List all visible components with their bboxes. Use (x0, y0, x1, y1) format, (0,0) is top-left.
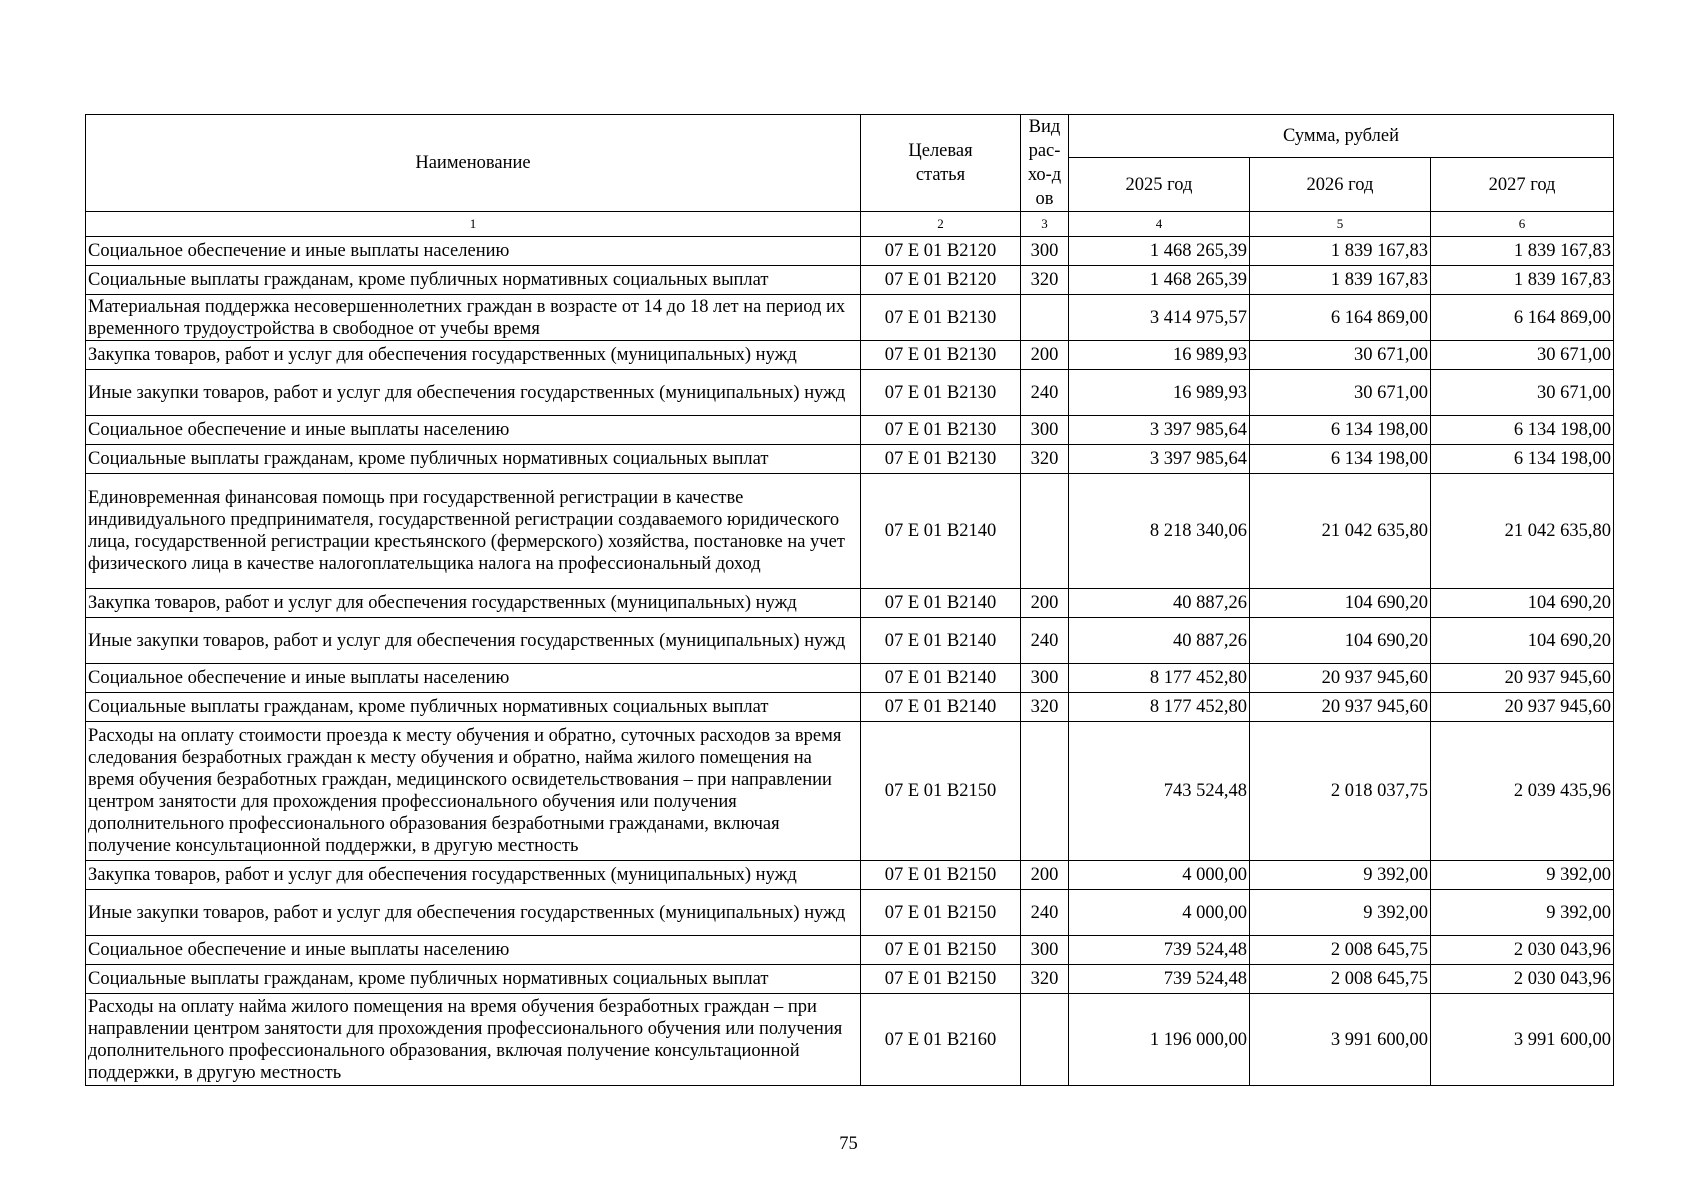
row-sum-2027: 104 690,20 (1431, 589, 1614, 618)
row-sum-2025: 40 887,26 (1069, 618, 1250, 664)
row-expense-type: 200 (1021, 341, 1069, 370)
row-name: Социальные выплаты гражданам, кроме публичных нормативных социальных выплат (86, 445, 861, 474)
row-name: Социальное обеспечение и иные выплаты населению (86, 416, 861, 445)
row-sum-2025: 3 414 975,57 (1069, 295, 1250, 341)
row-name: Расходы на оплату стоимости проезда к месту обучения и обратно, суточных расходов за время следования безработных граждан к месту обучения и обратно, найма жилого помещения на время обучения безработных граждан, медицинского освидетельствования – при направлении центром занятости для прохождения профессионального обучения или получения дополнительного профессионального образования безработными гражданами, включая получение консультационной поддержки, в другую местность (86, 722, 861, 861)
row-expense-type: 320 (1021, 693, 1069, 722)
row-name: Социальные выплаты гражданам, кроме публичных нормативных социальных выплат (86, 266, 861, 295)
row-name: Социальное обеспечение и иные выплаты населению (86, 936, 861, 965)
table-row (86, 474, 1614, 589)
row-sum-2025: 8 177 452,80 (1069, 664, 1250, 693)
row-name: Социальные выплаты гражданам, кроме публичных нормативных социальных выплат (86, 965, 861, 994)
row-sum-2025: 16 989,93 (1069, 370, 1250, 416)
row-sum-2026: 6 164 869,00 (1250, 295, 1431, 341)
table-row (86, 965, 1614, 994)
table-row (86, 445, 1614, 474)
row-expense-type (1021, 295, 1069, 341)
column-number-1: 1 (86, 212, 861, 237)
row-target-article: 07 Е 01 В2130 (861, 341, 1021, 370)
table-row (86, 936, 1614, 965)
row-expense-type: 300 (1021, 936, 1069, 965)
row-target-article: 07 Е 01 В2120 (861, 266, 1021, 295)
header-year-2026: 2026 год (1250, 158, 1431, 212)
table-row (86, 618, 1614, 664)
row-expense-type: 240 (1021, 890, 1069, 936)
column-number-3: 3 (1021, 212, 1069, 237)
row-target-article: 07 Е 01 В2140 (861, 693, 1021, 722)
row-sum-2027: 20 937 945,60 (1431, 693, 1614, 722)
row-name: Материальная поддержка несовершеннолетних граждан в возрасте от 14 до 18 лет на период их временного трудоустройства в свободное от учебы время (86, 295, 861, 341)
row-name: Иные закупки товаров, работ и услуг для обеспечения государственных (муниципальных) нужд (86, 618, 861, 664)
row-sum-2026: 9 392,00 (1250, 861, 1431, 890)
table-row (86, 295, 1614, 341)
row-name: Расходы на оплату найма жилого помещения на время обучения безработных граждан – при направлении центром занятости для прохождения профессионального обучения или получения дополнительного профессионального образования, включая получение консультационной поддержки, в другую местность (86, 994, 861, 1086)
table-row (86, 861, 1614, 890)
table-row (86, 890, 1614, 936)
header-target-article (861, 115, 1021, 212)
column-number-4: 4 (1069, 212, 1250, 237)
row-target-article: 07 Е 01 В2130 (861, 295, 1021, 341)
table-row (86, 994, 1614, 1086)
row-sum-2026: 30 671,00 (1250, 370, 1431, 416)
row-expense-type: 300 (1021, 416, 1069, 445)
row-sum-2026: 2 018 037,75 (1250, 722, 1431, 861)
row-sum-2026: 104 690,20 (1250, 589, 1431, 618)
row-sum-2027: 30 671,00 (1431, 341, 1614, 370)
row-sum-2027: 2 030 043,96 (1431, 965, 1614, 994)
row-name: Иные закупки товаров, работ и услуг для обеспечения государственных (муниципальных) нужд (86, 890, 861, 936)
row-target-article: 07 Е 01 В2150 (861, 936, 1021, 965)
row-name: Единовременная финансовая помощь при государственной регистрации в качестве индивидуального предпринимателя, государственной регистрации создаваемого юридического лица, государственной регистрации крестьянского (фермерского) хозяйства, постановке на учет физического лица в качестве налогоплательщика налога на профессиональный доход (86, 474, 861, 589)
header-expense-type (1021, 115, 1069, 212)
table-row (86, 370, 1614, 416)
row-sum-2026: 2 008 645,75 (1250, 936, 1431, 965)
row-target-article: 07 Е 01 В2130 (861, 370, 1021, 416)
row-name: Социальные выплаты гражданам, кроме публичных нормативных социальных выплат (86, 693, 861, 722)
table-row (86, 722, 1614, 861)
row-sum-2026: 9 392,00 (1250, 890, 1431, 936)
table-row (86, 693, 1614, 722)
row-expense-type: 320 (1021, 266, 1069, 295)
column-number-5: 5 (1250, 212, 1431, 237)
row-sum-2025: 4 000,00 (1069, 890, 1250, 936)
row-target-article: 07 Е 01 В2150 (861, 965, 1021, 994)
row-expense-type (1021, 994, 1069, 1086)
row-sum-2025: 8 218 340,06 (1069, 474, 1250, 589)
header-sum: Сумма, рублей (1069, 115, 1614, 158)
table-row (86, 664, 1614, 693)
row-expense-type: 240 (1021, 618, 1069, 664)
row-name: Закупка товаров, работ и услуг для обеспечения государственных (муниципальных) нужд (86, 341, 861, 370)
page-number: 75 (839, 1134, 858, 1154)
row-expense-type: 320 (1021, 445, 1069, 474)
row-sum-2026: 1 839 167,83 (1250, 237, 1431, 266)
row-sum-2026: 21 042 635,80 (1250, 474, 1431, 589)
row-target-article: 07 Е 01 В2150 (861, 861, 1021, 890)
row-name: Закупка товаров, работ и услуг для обеспечения государственных (муниципальных) нужд (86, 589, 861, 618)
row-name: Закупка товаров, работ и услуг для обеспечения государственных (муниципальных) нужд (86, 861, 861, 890)
row-sum-2027: 104 690,20 (1431, 618, 1614, 664)
row-sum-2027: 6 134 198,00 (1431, 445, 1614, 474)
row-sum-2027: 20 937 945,60 (1431, 664, 1614, 693)
row-target-article: 07 Е 01 В2160 (861, 994, 1021, 1086)
row-sum-2026: 104 690,20 (1250, 618, 1431, 664)
row-sum-2026: 30 671,00 (1250, 341, 1431, 370)
table-row (86, 237, 1614, 266)
column-number-6: 6 (1431, 212, 1614, 237)
row-sum-2027: 9 392,00 (1431, 890, 1614, 936)
row-sum-2026: 6 134 198,00 (1250, 445, 1431, 474)
row-target-article: 07 Е 01 В2130 (861, 416, 1021, 445)
row-expense-type (1021, 722, 1069, 861)
column-number-2: 2 (861, 212, 1021, 237)
row-target-article: 07 Е 01 В2140 (861, 474, 1021, 589)
row-sum-2026: 2 008 645,75 (1250, 965, 1431, 994)
row-sum-2026: 1 839 167,83 (1250, 266, 1431, 295)
row-sum-2025: 743 524,48 (1069, 722, 1250, 861)
row-target-article: 07 Е 01 В2140 (861, 589, 1021, 618)
row-sum-2027: 6 134 198,00 (1431, 416, 1614, 445)
row-sum-2026: 6 134 198,00 (1250, 416, 1431, 445)
header-year-2027: 2027 год (1431, 158, 1614, 212)
row-sum-2025: 3 397 985,64 (1069, 445, 1250, 474)
row-sum-2025: 1 468 265,39 (1069, 237, 1250, 266)
row-target-article: 07 Е 01 В2120 (861, 237, 1021, 266)
row-sum-2025: 8 177 452,80 (1069, 693, 1250, 722)
row-target-article: 07 Е 01 В2140 (861, 664, 1021, 693)
row-expense-type: 200 (1021, 861, 1069, 890)
row-sum-2025: 739 524,48 (1069, 965, 1250, 994)
row-sum-2027: 21 042 635,80 (1431, 474, 1614, 589)
row-target-article: 07 Е 01 В2150 (861, 890, 1021, 936)
row-name: Иные закупки товаров, работ и услуг для обеспечения государственных (муниципальных) нужд (86, 370, 861, 416)
row-expense-type: 300 (1021, 237, 1069, 266)
row-sum-2026: 20 937 945,60 (1250, 693, 1431, 722)
row-expense-type: 320 (1021, 965, 1069, 994)
row-target-article: 07 Е 01 В2130 (861, 445, 1021, 474)
table-row (86, 341, 1614, 370)
row-sum-2027: 30 671,00 (1431, 370, 1614, 416)
row-target-article: 07 Е 01 В2140 (861, 618, 1021, 664)
row-sum-2027: 2 030 043,96 (1431, 936, 1614, 965)
table-row (86, 266, 1614, 295)
table-row (86, 416, 1614, 445)
table-row (86, 589, 1614, 618)
row-sum-2027: 9 392,00 (1431, 861, 1614, 890)
row-sum-2026: 3 991 600,00 (1250, 994, 1431, 1086)
table-body (86, 237, 1614, 1086)
header-year-2025: 2025 год (1069, 158, 1250, 212)
row-sum-2027: 1 839 167,83 (1431, 266, 1614, 295)
row-expense-type (1021, 474, 1069, 589)
budget-table (85, 114, 1614, 1086)
row-sum-2025: 1 468 265,39 (1069, 266, 1250, 295)
row-sum-2027: 1 839 167,83 (1431, 237, 1614, 266)
header-target-article-text: Целевая статья (908, 141, 973, 185)
row-expense-type: 200 (1021, 589, 1069, 618)
header-name: Наименование (86, 115, 861, 212)
row-expense-type: 240 (1021, 370, 1069, 416)
row-sum-2025: 739 524,48 (1069, 936, 1250, 965)
row-sum-2026: 20 937 945,60 (1250, 664, 1431, 693)
row-sum-2025: 1 196 000,00 (1069, 994, 1250, 1086)
row-sum-2027: 3 991 600,00 (1431, 994, 1614, 1086)
row-sum-2025: 3 397 985,64 (1069, 416, 1250, 445)
row-name: Социальное обеспечение и иные выплаты населению (86, 664, 861, 693)
row-sum-2025: 16 989,93 (1069, 341, 1250, 370)
row-expense-type: 300 (1021, 664, 1069, 693)
header-expense-type-text: Вид рас-хо-дов (1027, 117, 1062, 209)
row-sum-2025: 40 887,26 (1069, 589, 1250, 618)
table-header (86, 115, 1614, 237)
row-sum-2027: 6 164 869,00 (1431, 295, 1614, 341)
row-target-article: 07 Е 01 В2150 (861, 722, 1021, 861)
row-sum-2025: 4 000,00 (1069, 861, 1250, 890)
row-name: Социальное обеспечение и иные выплаты населению (86, 237, 861, 266)
row-sum-2027: 2 039 435,96 (1431, 722, 1614, 861)
